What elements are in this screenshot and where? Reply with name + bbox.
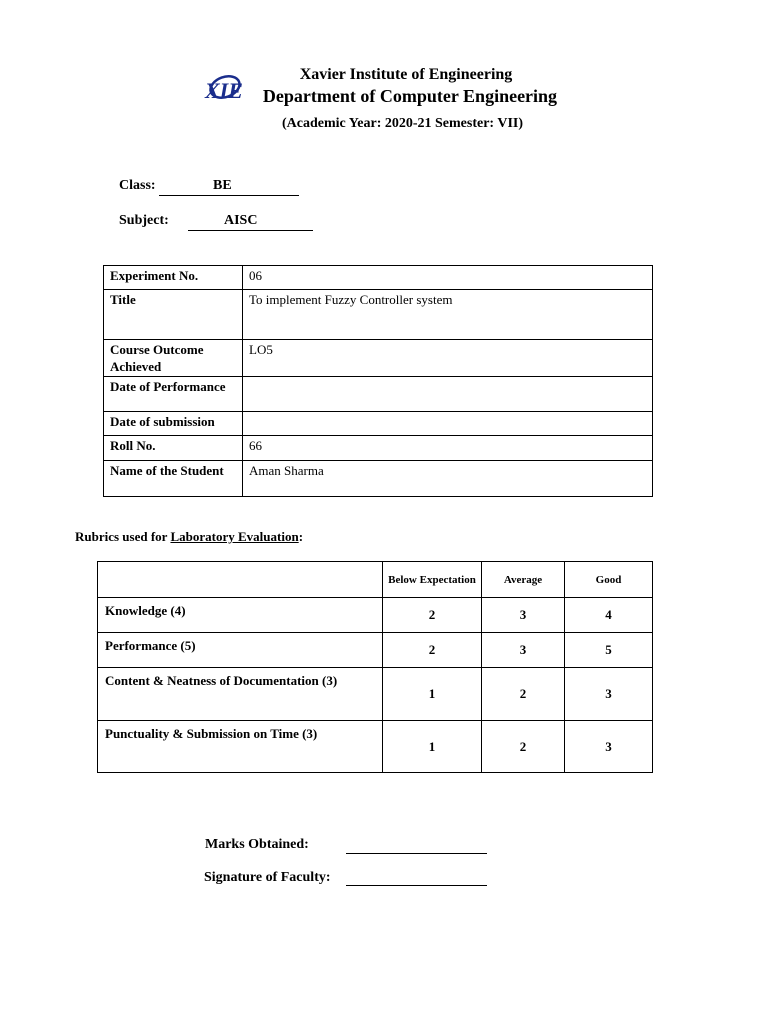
info-value: To implement Fuzzy Controller system bbox=[243, 290, 653, 340]
class-value-field bbox=[159, 178, 299, 196]
class-value: BE bbox=[213, 178, 232, 193]
info-value: Aman Sharma bbox=[243, 461, 653, 497]
subject-value-field bbox=[188, 213, 313, 231]
score-below: 1 bbox=[383, 721, 482, 773]
info-value: 06 bbox=[243, 266, 653, 290]
institute-name: Xavier Institute of Engineering bbox=[299, 66, 513, 83]
info-value bbox=[243, 412, 653, 436]
table-row bbox=[104, 436, 653, 461]
info-key: Roll No. bbox=[104, 436, 243, 461]
criterion: Punctuality & Submission on Time (3) bbox=[98, 721, 383, 773]
marks-obtained-label: Marks Obtained: bbox=[205, 837, 309, 852]
table-row bbox=[98, 598, 653, 633]
score-good: 3 bbox=[565, 668, 653, 721]
score-average: 3 bbox=[482, 598, 565, 633]
score-below: 2 bbox=[383, 633, 482, 668]
score-below: 2 bbox=[383, 598, 482, 633]
signature-line bbox=[346, 870, 487, 886]
score-below: 1 bbox=[383, 668, 482, 721]
table-row bbox=[104, 340, 653, 377]
info-key: Name of the Student bbox=[104, 461, 243, 497]
score-good: 5 bbox=[565, 633, 653, 668]
rubrics-header-blank bbox=[98, 562, 383, 598]
info-key: Date of Performance bbox=[104, 377, 243, 412]
score-good: 4 bbox=[565, 598, 653, 633]
class-label: Class: bbox=[119, 178, 156, 193]
table-row bbox=[104, 461, 653, 497]
table-row bbox=[104, 412, 653, 436]
subject-label: Subject: bbox=[119, 213, 169, 228]
score-average: 3 bbox=[482, 633, 565, 668]
table-row bbox=[98, 668, 653, 721]
column-header-below-expectation: Below Expectation bbox=[383, 562, 482, 598]
info-key: Title bbox=[104, 290, 243, 340]
score-good: 3 bbox=[565, 721, 653, 773]
info-key: Date of submission bbox=[104, 412, 243, 436]
rubrics-heading-underlined: Laboratory Evaluation bbox=[170, 529, 299, 544]
column-header-good: Good bbox=[565, 562, 653, 598]
svg-text:XIE: XIE bbox=[205, 78, 243, 103]
table-row bbox=[98, 721, 653, 773]
criterion: Performance (5) bbox=[98, 633, 383, 668]
experiment-info-table bbox=[103, 265, 653, 497]
rubrics-header-row bbox=[98, 562, 653, 598]
table-row bbox=[98, 633, 653, 668]
academic-year: (Academic Year: 2020-21 Semester: VII) bbox=[281, 116, 524, 131]
rubrics-heading-suffix: : bbox=[298, 529, 304, 544]
institute-logo bbox=[203, 70, 243, 106]
table-row bbox=[104, 377, 653, 412]
criterion: Content & Neatness of Documentation (3) bbox=[98, 668, 383, 721]
info-value: LO5 bbox=[243, 340, 653, 377]
score-average: 2 bbox=[482, 668, 565, 721]
rubrics-heading-prefix: Rubrics used for bbox=[75, 529, 171, 544]
signature-label: Signature of Faculty: bbox=[204, 870, 331, 885]
table-row bbox=[104, 266, 653, 290]
score-average: 2 bbox=[482, 721, 565, 773]
info-value: 66 bbox=[243, 436, 653, 461]
department-name: Department of Computer Engineering bbox=[262, 86, 558, 106]
info-value bbox=[243, 377, 653, 412]
info-key: Course Outcome Achieved bbox=[104, 340, 243, 377]
subject-value: AISC bbox=[224, 213, 258, 228]
column-header-average: Average bbox=[482, 562, 565, 598]
rubrics-heading bbox=[75, 529, 303, 545]
criterion: Knowledge (4) bbox=[98, 598, 383, 633]
table-row bbox=[104, 290, 653, 340]
info-key: Experiment No. bbox=[104, 266, 243, 290]
marks-obtained-line bbox=[346, 837, 487, 854]
rubrics-table bbox=[97, 561, 653, 773]
